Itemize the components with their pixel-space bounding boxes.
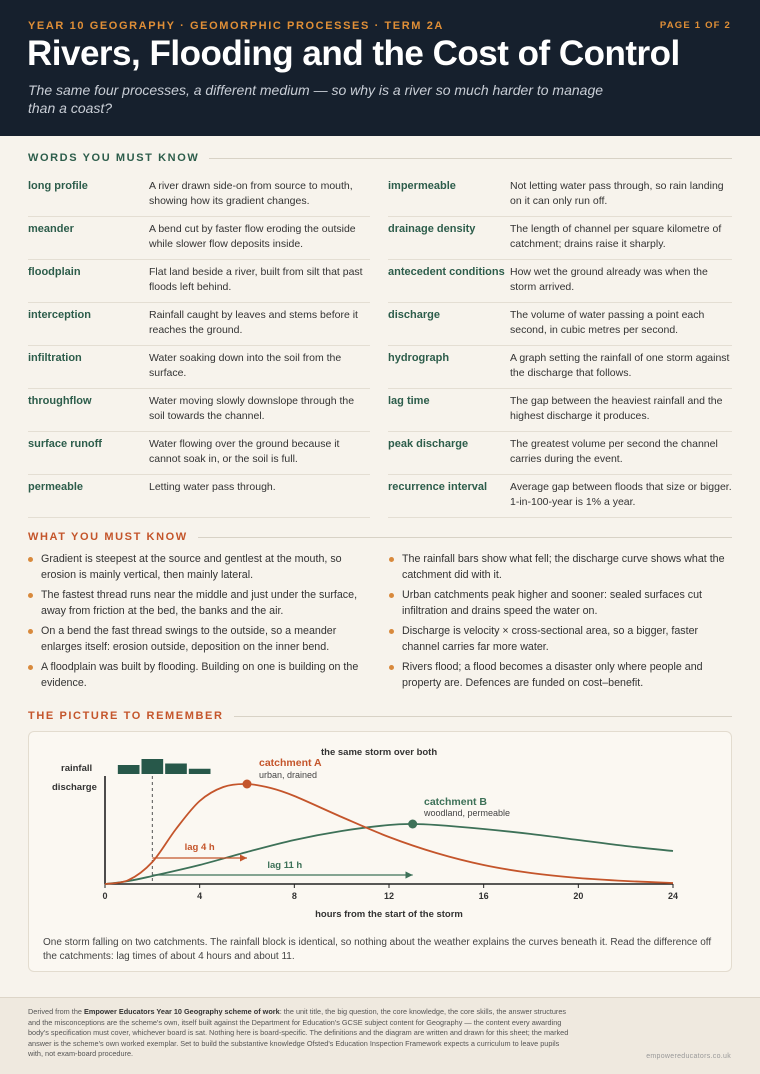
glossary-row	[388, 174, 732, 217]
section-heading-picture-label: THE PICTURE TO REMEMBER	[28, 710, 224, 722]
bullet-dot	[389, 593, 394, 598]
knowledge-point	[389, 552, 734, 583]
page-title: Rivers, Flooding and the Cost of Control	[27, 34, 680, 73]
glossary-term: permeable	[28, 481, 84, 493]
rainfall-label: rainfall	[61, 763, 93, 774]
glossary-term: meander	[28, 223, 74, 235]
glossary-term: peak discharge	[388, 438, 469, 450]
knowledge-point	[28, 660, 368, 691]
knowledge-text: The fastest thread runs near the middle and just under the surface, away from friction at the bed, the banks and the air.	[41, 589, 358, 617]
glossary-row	[388, 432, 732, 475]
footer-site: empowereducators.co.uk	[646, 1053, 731, 1060]
glossary-definition: Flat land beside a river, built from silt that past floods left behind.	[149, 266, 363, 293]
bullet-dot	[28, 665, 33, 670]
glossary-term: long profile	[28, 180, 88, 192]
knowledge-point	[28, 588, 368, 619]
bullet-dot	[389, 665, 394, 670]
rainfall-bar	[165, 764, 187, 775]
glossary-term: interception	[28, 309, 91, 321]
glossary-definition: How wet the ground already was when the storm arrived.	[510, 266, 708, 293]
knowledge-point	[28, 552, 368, 583]
catchment-b-note: woodland, permeable	[424, 808, 511, 818]
footer-lead: Derived from the	[28, 1007, 84, 1016]
page-number: PAGE 1 OF 2	[659, 20, 731, 31]
glossary-definition: The length of channel per square kilometre of catchment; drains raise it sharply.	[510, 223, 722, 250]
chart-caption: One storm falling on two catchments. The rainfall block is identical, so nothing about the weather explains the curves beneath it. Read the difference off the catchments: lag times of about 4 hours and about 11.	[43, 937, 712, 962]
section-heading-words	[28, 152, 732, 164]
glossary-row	[388, 475, 732, 518]
glossary-definition: Water soaking down into the soil from the surface.	[149, 352, 342, 379]
glossary-row	[28, 260, 370, 303]
knowledge-text: Rivers flood; a flood becomes a disaster only where people and property are. Defences are funded on cost–benefit.	[402, 661, 703, 689]
rainfall-bar	[118, 765, 140, 774]
glossary-definition: Letting water pass through.	[149, 481, 276, 493]
x-tick-label: 8	[291, 891, 297, 901]
section-rule	[234, 716, 733, 717]
hydrograph-card	[28, 731, 732, 972]
section-rule	[209, 158, 732, 159]
knowledge-point	[389, 660, 734, 691]
knowledge-point	[28, 624, 368, 655]
catchment-b-peak	[408, 820, 417, 829]
rainfall-bar	[189, 769, 211, 774]
knowledge-point	[389, 588, 734, 619]
glossary-row	[28, 217, 370, 260]
x-axis-label: hours from the start of the storm	[315, 909, 463, 920]
knowledge-text: On a bend the fast thread swings to the outside, so a meander enlarges itself: erosion outside, deposition on the inner bend.	[41, 625, 337, 653]
glossary-term: drainage density	[388, 223, 476, 235]
x-tick-label: 24	[667, 891, 679, 901]
footer-attribution	[28, 1007, 573, 1060]
glossary-definition: Rainfall caught by leaves and stems before it reaches the ground.	[149, 309, 358, 336]
catchment-b-name: catchment B	[424, 796, 488, 808]
bullet-dot	[28, 629, 33, 634]
x-tick-label: 4	[197, 891, 203, 901]
big-question: The same four processes, a different medium — so why is a river so much harder to manage than a coast?	[28, 82, 604, 116]
glossary-row	[388, 303, 732, 346]
glossary-row	[28, 346, 370, 389]
glossary-definition: Average gap between floods that size or bigger. 1-in-100-year is 1% a year.	[510, 481, 732, 508]
glossary-term: floodplain	[28, 266, 81, 278]
catchment-a-curve	[105, 784, 673, 884]
glossary-row	[388, 217, 732, 260]
lag-a-label: lag 4 h	[184, 842, 215, 853]
section-heading-picture	[28, 710, 732, 722]
glossary-term: surface runoff	[28, 438, 102, 450]
glossary-definition: Water flowing over the ground because it cannot soak in, or the soil is full.	[149, 438, 340, 465]
catchment-a-peak	[243, 780, 252, 789]
footer-body: : the unit title, the big question, the core knowledge, the core skills, the answer structures and the misconceptions are the scheme's own, itself built against the Department for Education's GCSE subject content for Geography — the content every awarding body's specification must cover, whichever board is sat. Nothing here is board-specific. The definitions and the diagram are written and drawn for this sheet; the marked answer is the scheme's own worked exemplar. Set to build the substantive knowledge Ofsted's Education Inspection Framework expects a curriculum to leave pupils with, not exam-board procedure.	[28, 1007, 569, 1058]
catchment-a-note: urban, drained	[259, 770, 318, 780]
glossary-row	[388, 260, 732, 303]
x-tick-label: 12	[383, 891, 395, 901]
footer-source: Empower Educators Year 10 Geography scheme of work	[83, 1007, 280, 1016]
knowledge-left-list	[28, 552, 368, 696]
x-tick-label: 0	[102, 891, 108, 901]
glossary-right-column	[388, 174, 732, 518]
knowledge-text: Urban catchments peak higher and sooner: sealed surfaces cut infiltration and drains speed the water on.	[402, 589, 703, 617]
catchment-a-name: catchment A	[259, 757, 322, 769]
glossary-term: recurrence interval	[388, 481, 488, 493]
knowledge-text: Gradient is steepest at the source and gentlest at the mouth, so erosion is mainly vertical, then mainly lateral.	[41, 553, 342, 581]
glossary-term: hydrograph	[388, 352, 450, 364]
x-tick-label: 20	[573, 891, 584, 901]
glossary-row	[28, 389, 370, 432]
glossary-term: throughflow	[28, 395, 92, 407]
section-heading-knowledge-label: WHAT YOU MUST KNOW	[28, 531, 188, 543]
glossary-row	[28, 303, 370, 346]
bullet-dot	[28, 593, 33, 598]
header-band	[0, 0, 760, 136]
knowledge-text: A floodplain was built by flooding. Building on one is building on the evidence.	[41, 661, 359, 689]
glossary-definition: A bend cut by faster flow eroding the outside while slower flow deposits inside.	[149, 223, 356, 250]
unit-kicker: YEAR 10 GEOGRAPHY · GEOMORPHIC PROCESSES · TERM 2A	[28, 20, 444, 32]
knowledge-point	[389, 624, 734, 655]
knowledge-text: Discharge is velocity × cross-sectional area, so a bigger, faster channel carries far more water.	[402, 625, 699, 653]
bullet-dot	[389, 629, 394, 634]
glossary-term: antecedent conditions	[388, 266, 505, 278]
glossary-term: discharge	[388, 309, 440, 321]
bullet-dot	[389, 557, 394, 562]
knowledge-text: The rainfall bars show what fell; the discharge curve shows what the catchment did with it.	[402, 553, 725, 581]
rainfall-bar	[142, 759, 164, 774]
glossary-definition: A graph setting the rainfall of one storm against the discharge that follows.	[510, 352, 730, 379]
glossary-definition: A river drawn side-on from source to mouth, showing how its gradient changes.	[149, 180, 353, 207]
section-heading-words-label: WORDS YOU MUST KNOW	[28, 152, 200, 164]
glossary-definition: Water moving slowly downslope through the soil towards the channel.	[149, 395, 355, 422]
x-tick-label: 16	[478, 891, 489, 901]
glossary-term: infiltration	[28, 352, 82, 364]
chart-title: the same storm over both	[321, 747, 438, 758]
section-heading-knowledge	[28, 531, 732, 543]
glossary-row	[28, 432, 370, 475]
glossary-row	[28, 475, 370, 518]
lag-b-label: lag 11 h	[267, 860, 303, 871]
section-rule	[198, 537, 732, 538]
glossary-term: impermeable	[388, 180, 456, 192]
glossary-definition: Not letting water pass through, so rain landing on it can only run off.	[510, 180, 724, 207]
discharge-label: discharge	[52, 782, 97, 793]
glossary-row	[388, 389, 732, 432]
glossary-left-column	[28, 174, 370, 518]
glossary-row	[28, 174, 370, 217]
glossary-definition: The volume of water passing a point each second, in cubic metres per second.	[510, 309, 705, 336]
glossary-definition: The greatest volume per second the channel carries during the event.	[510, 438, 718, 465]
hydrograph-chart	[29, 732, 733, 932]
bullet-dot	[28, 557, 33, 562]
glossary-definition: The gap between the heaviest rainfall and the highest discharge it produces.	[510, 395, 723, 422]
glossary-row	[388, 346, 732, 389]
glossary-term: lag time	[388, 395, 430, 407]
knowledge-right-list	[389, 552, 734, 696]
